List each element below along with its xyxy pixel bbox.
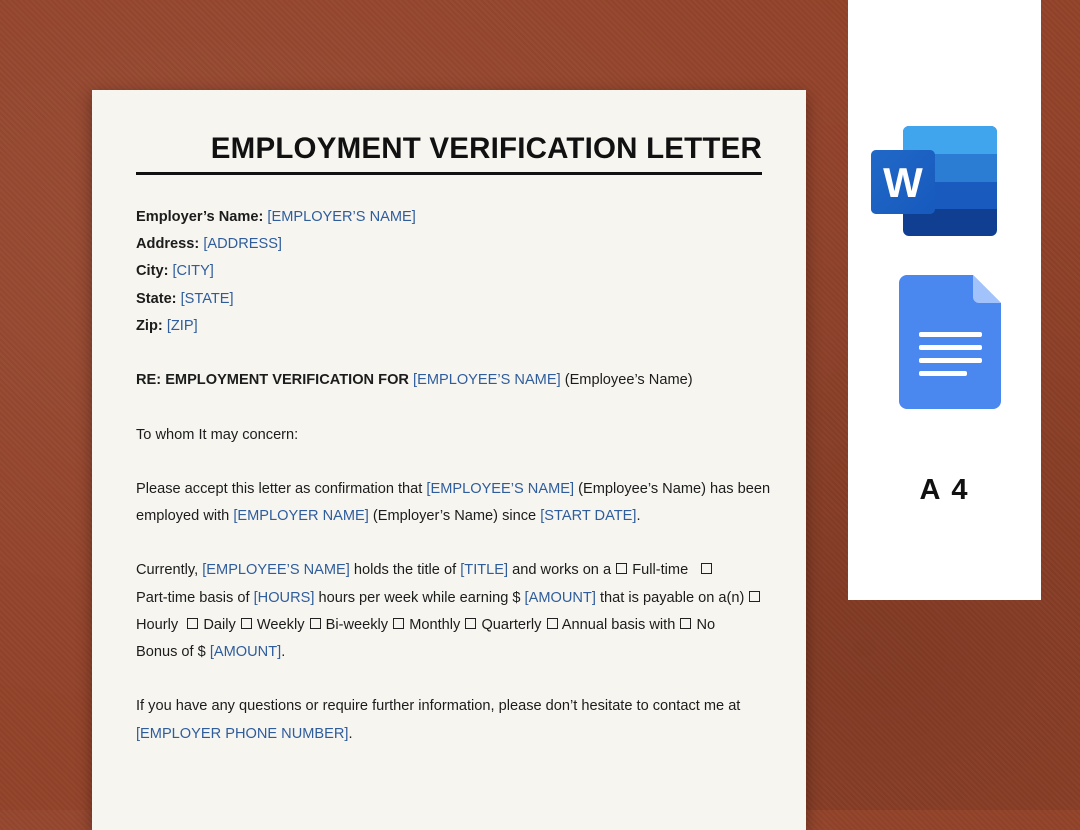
checkbox-icon bbox=[465, 618, 476, 629]
zip-placeholder: [ZIP] bbox=[166, 317, 198, 334]
employer-placeholder: [EMPLOYER NAME] bbox=[233, 508, 369, 525]
employer-name-line bbox=[136, 204, 776, 231]
address-line bbox=[136, 231, 776, 258]
paragraph-3-line-1 bbox=[136, 693, 776, 720]
title-rule bbox=[136, 172, 762, 175]
option-quarterly: Quarterly bbox=[481, 616, 542, 633]
text-run: hours per week while earning $ bbox=[318, 589, 521, 606]
word-letter: W bbox=[883, 159, 923, 206]
text-run: employed with bbox=[136, 508, 230, 525]
text-run: holds the title of bbox=[353, 562, 457, 579]
text-run: . bbox=[348, 725, 353, 742]
paragraph-1-line-2 bbox=[136, 503, 776, 530]
checkbox-icon bbox=[616, 563, 627, 574]
employer-name-placeholder: [EMPLOYER’S NAME] bbox=[267, 209, 416, 225]
paragraph-3-line-2 bbox=[136, 721, 776, 748]
checkbox-icon bbox=[393, 618, 404, 629]
text-run: Bonus of $ bbox=[136, 644, 206, 660]
re-label: RE: EMPLOYMENT VERIFICATION FOR bbox=[136, 372, 409, 389]
paragraph-2-line-3 bbox=[136, 612, 776, 639]
phone-placeholder: [EMPLOYER PHONE NUMBER] bbox=[136, 725, 349, 742]
text-run: Please accept this letter as confirmation that bbox=[136, 480, 423, 497]
option-no: No bbox=[696, 616, 716, 633]
salutation: To whom It may concern: bbox=[136, 426, 299, 443]
city-placeholder: [CITY] bbox=[172, 263, 214, 280]
re-line bbox=[136, 367, 776, 394]
zip-label: Zip: bbox=[136, 317, 163, 334]
text-run: that is payable on a(n) bbox=[599, 589, 745, 606]
employer-name-label: Employer’s Name: bbox=[136, 209, 264, 225]
letter-page bbox=[92, 90, 806, 830]
letter-title: EMPLOYMENT VERIFICATION LETTER bbox=[210, 132, 762, 165]
text-run: Part-time basis of bbox=[136, 589, 250, 606]
google-docs-icon bbox=[899, 275, 1001, 409]
checkbox-icon bbox=[680, 618, 691, 629]
city-label: City: bbox=[136, 263, 169, 280]
paragraph-2-line-4 bbox=[136, 639, 776, 666]
option-monthly: Monthly bbox=[409, 616, 461, 633]
address-label: Address: bbox=[136, 236, 200, 253]
option-weekly: Weekly bbox=[256, 616, 305, 633]
zip-line bbox=[136, 313, 776, 340]
checkbox-icon bbox=[241, 618, 252, 629]
paragraph-2-line-1 bbox=[136, 557, 776, 584]
hours-placeholder: [HOURS] bbox=[253, 589, 315, 606]
title-placeholder: [TITLE] bbox=[460, 562, 509, 579]
checkbox-icon bbox=[749, 591, 760, 602]
state-label: State: bbox=[136, 290, 177, 307]
start-date-placeholder: [START DATE] bbox=[540, 508, 637, 525]
text-run: Currently, bbox=[136, 562, 199, 579]
option-bi-weekly: Bi-weekly bbox=[325, 616, 389, 633]
checkbox-icon bbox=[187, 618, 198, 629]
text-run: . bbox=[636, 508, 641, 525]
option-hourly: Hourly bbox=[136, 616, 179, 633]
text-run: (Employer’s Name) since bbox=[372, 508, 537, 525]
re-employee-placeholder: [EMPLOYEE’S NAME] bbox=[413, 372, 561, 389]
employee-name-placeholder: [EMPLOYEE’S NAME] bbox=[426, 480, 575, 497]
text-run: (Employee’s Name) has been bbox=[578, 480, 771, 497]
checkbox-icon bbox=[547, 618, 558, 629]
amount-placeholder: [AMOUNT] bbox=[524, 589, 596, 606]
re-suffix: (Employee’s Name) bbox=[564, 372, 693, 389]
checkbox-icon bbox=[310, 618, 321, 629]
text-run: If you have any questions or require further information, please don’t hesitate to contact me at bbox=[136, 698, 741, 715]
state-placeholder: [STATE] bbox=[180, 290, 234, 307]
option-full-time: Full-time bbox=[632, 562, 689, 579]
text-run: and works on a bbox=[512, 562, 612, 579]
word-icon bbox=[871, 126, 997, 238]
bonus-amount-placeholder: [AMOUNT] bbox=[209, 644, 282, 660]
format-label: A 4 bbox=[919, 474, 970, 506]
letter-body bbox=[136, 204, 776, 748]
city-line bbox=[136, 258, 776, 285]
paragraph-1-line-1 bbox=[136, 476, 776, 503]
employee-name-placeholder: [EMPLOYEE’S NAME] bbox=[202, 562, 350, 579]
paragraph-2-line-2 bbox=[136, 585, 776, 612]
option-daily: Daily bbox=[203, 616, 236, 633]
address-placeholder: [ADDRESS] bbox=[203, 236, 282, 253]
checkbox-icon bbox=[701, 563, 712, 574]
text-run: . bbox=[281, 644, 286, 660]
text-run: Annual basis with bbox=[561, 616, 676, 633]
state-line bbox=[136, 286, 776, 313]
